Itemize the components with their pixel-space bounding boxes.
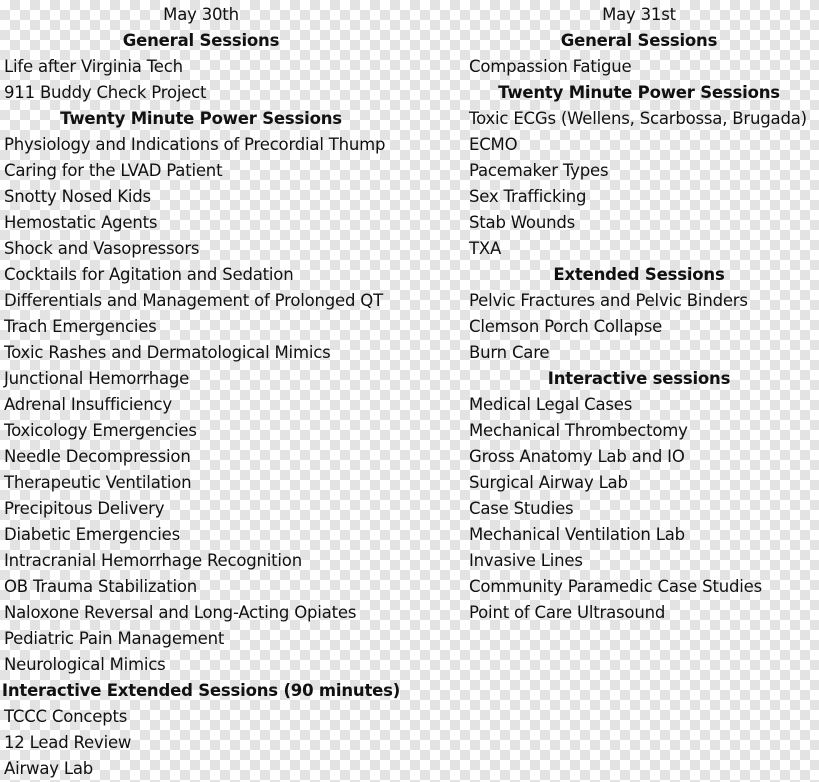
session-item: TXA: [469, 239, 502, 258]
session-item: Intracranial Hemorrhage Recognition: [4, 551, 302, 570]
session-item: Surgical Airway Lab: [469, 473, 628, 492]
section-heading: Twenty Minute Power Sessions: [498, 83, 780, 102]
session-item: 12 Lead Review: [4, 733, 132, 752]
session-item: Pelvic Fractures and Pelvic Binders: [469, 291, 748, 310]
session-item: Toxic ECGs (Wellens, Scarbossa, Brugada): [469, 109, 807, 128]
session-item: Therapeutic Ventilation: [4, 473, 192, 492]
session-item: Cocktails for Agitation and Sedation: [4, 265, 294, 284]
session-item: Toxicology Emergencies: [4, 421, 197, 440]
session-item: Junctional Hemorrhage: [4, 369, 190, 388]
session-item: Naloxone Reversal and Long-Acting Opiates: [4, 603, 357, 622]
session-item: Stab Wounds: [469, 213, 576, 232]
session-item: Sex Trafficking: [469, 187, 587, 206]
session-item: Caring for the LVAD Patient: [4, 161, 223, 180]
session-item: Life after Virginia Tech: [4, 57, 183, 76]
session-item: ECMO: [469, 135, 518, 154]
session-item: Mechanical Thrombectomy: [469, 421, 688, 440]
session-item: Toxic Rashes and Dermatological Mimics: [4, 343, 331, 362]
session-item: Medical Legal Cases: [469, 395, 633, 414]
session-item: Community Paramedic Case Studies: [469, 577, 762, 596]
section-heading: General Sessions: [560, 31, 718, 50]
session-item: TCCC Concepts: [4, 707, 128, 726]
session-item: Mechanical Ventilation Lab: [469, 525, 685, 544]
may-30-column: [1, 2, 406, 782]
session-item: Physiology and Indications of Precordial Thump: [4, 135, 386, 154]
session-item: OB Trauma Stabilization: [4, 577, 198, 596]
session-item: Burn Care: [469, 343, 550, 362]
session-item: Adrenal Insufficiency: [4, 395, 172, 414]
section-heading: General Sessions: [122, 31, 280, 50]
session-item: Neurological Mimics: [4, 655, 166, 674]
session-item: Needle Decompression: [4, 447, 191, 466]
may-31-column: [469, 2, 817, 626]
session-item: Invasive Lines: [469, 551, 583, 570]
session-item: Trach Emergencies: [4, 317, 157, 336]
session-item: Pediatric Pain Management: [4, 629, 225, 648]
session-item: Hemostatic Agents: [4, 213, 158, 232]
session-item: Compassion Fatigue: [469, 57, 632, 76]
section-heading: Twenty Minute Power Sessions: [60, 109, 342, 128]
session-item: Point of Care Ultrasound: [469, 603, 666, 622]
date-heading: May 30th: [163, 5, 239, 24]
session-item: 911 Buddy Check Project: [4, 83, 207, 102]
session-item: Case Studies: [469, 499, 574, 518]
session-item: Clemson Porch Collapse: [469, 317, 663, 336]
session-item: Differentials and Management of Prolonged QT: [4, 291, 383, 310]
session-item: Shock and Vasopressors: [4, 239, 200, 258]
session-item: Gross Anatomy Lab and IO: [469, 447, 685, 466]
session-item: Pacemaker Types: [469, 161, 609, 180]
section-heading: Interactive sessions: [547, 369, 731, 388]
session-item: Snotty Nosed Kids: [4, 187, 151, 206]
session-item: Airway Lab: [4, 759, 94, 778]
section-heading: Interactive Extended Sessions (90 minutes): [1, 681, 401, 700]
session-item: Diabetic Emergencies: [4, 525, 181, 544]
date-heading: May 31st: [602, 5, 676, 24]
section-heading: Extended Sessions: [553, 265, 725, 284]
session-item: Precipitous Delivery: [4, 499, 165, 518]
